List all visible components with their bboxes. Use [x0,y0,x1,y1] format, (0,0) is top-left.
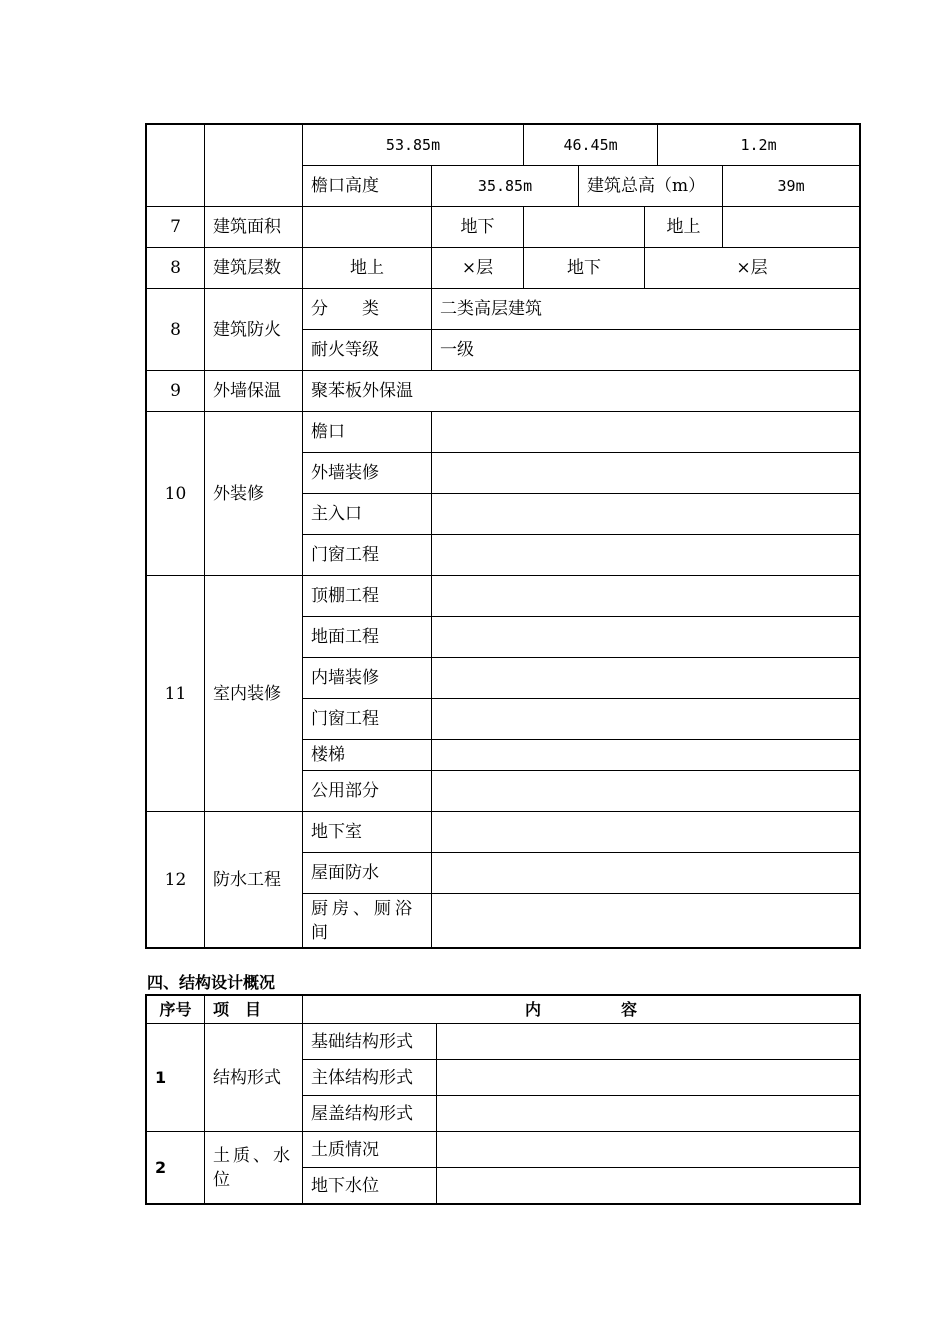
header-content: 内 容 [303,996,860,1024]
sub-item-label: 厨房、厕浴间 [303,894,432,948]
floors-below-label: 地下 [524,248,645,289]
table-row [147,248,860,289]
table-row [147,1132,860,1168]
row-number: 1 [147,1024,205,1132]
sub-item-value [432,771,860,812]
item-label: 建筑面积 [205,207,303,248]
area-above-value [723,207,860,248]
table-row [147,576,860,617]
table-row [147,1024,860,1060]
sub-item-value [432,812,860,853]
item-label: 建筑层数 [205,248,303,289]
table-row [147,207,860,248]
sub-item-value [437,1060,860,1096]
row-number: 11 [147,576,205,812]
sub-item-label: 顶棚工程 [303,576,432,617]
area-below-label: 地下 [432,207,524,248]
eave-height-value: 35.85m [432,166,579,207]
table-row [147,289,860,330]
total-height-value: 39m [723,166,860,207]
sub-item-label: 主体结构形式 [303,1060,437,1096]
area-blank [303,207,432,248]
table-header-row [147,996,860,1024]
row-number: 2 [147,1132,205,1204]
row-number: 9 [147,371,205,412]
floors-above-value: ×层 [432,248,524,289]
item-label: 建筑防火 [205,289,303,371]
sub-item-label: 主入口 [303,494,432,535]
sub-item-label: 地下室 [303,812,432,853]
sub-item-value [437,1168,860,1204]
sub-item-value [432,740,860,771]
sub-item-label: 内墙装修 [303,658,432,699]
item-label: 防水工程 [205,812,303,948]
sub-item-label: 屋面防水 [303,853,432,894]
sub-item-value: 二类高层建筑 [432,289,860,330]
sub-item-value [432,494,860,535]
building-overview-table [146,124,860,948]
sub-item-label: 楼梯 [303,740,432,771]
row-number: 8 [147,289,205,371]
sub-item-value [432,412,860,453]
sub-item-value [432,453,860,494]
item-label: 室内装修 [205,576,303,812]
sub-item-value [432,853,860,894]
sub-item-label: 分 类 [303,289,432,330]
height-value-1: 53.85m [303,125,524,166]
header-item: 项 目 [205,996,303,1024]
eave-height-label: 檐口高度 [303,166,432,207]
item-label: 外墙保温 [205,371,303,412]
sub-item-label: 檐口 [303,412,432,453]
table-row [147,125,860,166]
table-row [147,412,860,453]
sub-item-label: 外墙装修 [303,453,432,494]
sub-item-label: 地面工程 [303,617,432,658]
sub-item-label: 土质情况 [303,1132,437,1168]
sub-item-value [432,658,860,699]
row-number: 8 [147,248,205,289]
item-label: 外装修 [205,412,303,576]
sub-item-label: 地下水位 [303,1168,437,1204]
area-above-label: 地上 [645,207,723,248]
area-below-value [524,207,645,248]
sub-item-value [432,617,860,658]
sub-item-value [437,1096,860,1132]
sub-item-label: 门窗工程 [303,699,432,740]
sub-item-label: 耐火等级 [303,330,432,371]
sub-item-value [432,535,860,576]
item-label: 土质、水位 [205,1132,303,1204]
sub-item-value: 一级 [432,330,860,371]
height-value-3: 1.2m [658,125,860,166]
sub-item-value [437,1024,860,1060]
floors-above-label: 地上 [303,248,432,289]
sub-item-label: 基础结构形式 [303,1024,437,1060]
header-no: 序号 [147,996,205,1024]
structure-design-table [146,995,860,1204]
row-number: 10 [147,412,205,576]
row-number-cell [147,125,205,207]
sub-item-value [432,699,860,740]
row-number: 12 [147,812,205,948]
table-row [147,371,860,412]
item-value: 聚苯板外保温 [303,371,860,412]
sub-item-label: 公用部分 [303,771,432,812]
sub-item-label: 屋盖结构形式 [303,1096,437,1132]
height-value-2: 46.45m [524,125,658,166]
sub-item-value [432,894,860,948]
sub-item-label: 门窗工程 [303,535,432,576]
item-cell [205,125,303,207]
section-title: 四、结构设计概况 [147,973,276,992]
sub-item-value [437,1132,860,1168]
table-row [147,812,860,853]
floors-below-value: ×层 [645,248,860,289]
sub-item-value [432,576,860,617]
row-number: 7 [147,207,205,248]
item-label: 结构形式 [205,1024,303,1132]
total-height-label: 建筑总高（m） [579,166,723,207]
